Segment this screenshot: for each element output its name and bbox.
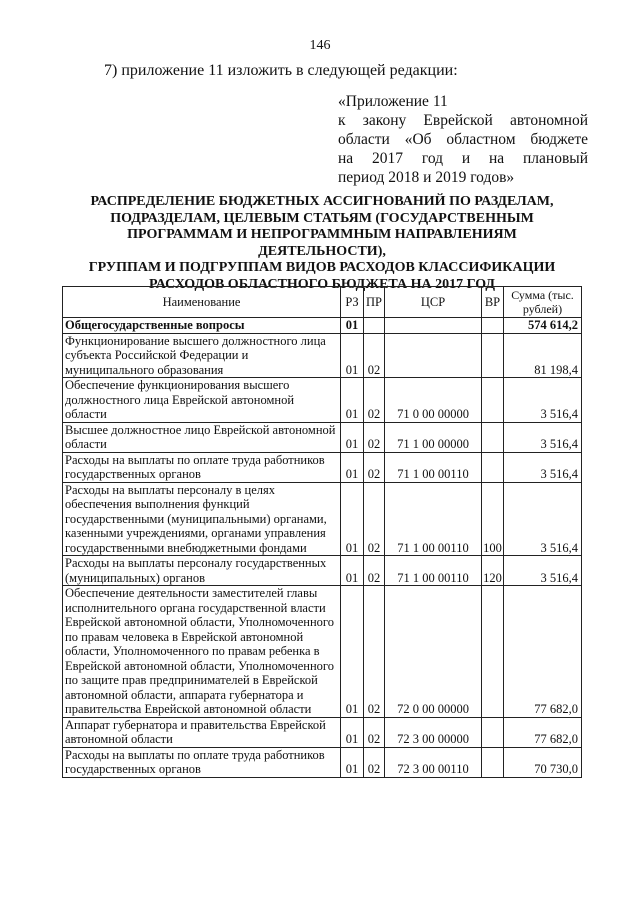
- cell-csr: 72 3 00 00000: [385, 717, 482, 747]
- header-sum: Сумма (тыс. рублей): [504, 287, 582, 318]
- table-row: [63, 747, 582, 777]
- title-line: ПОДРАЗДЕЛАМ, ЦЕЛЕВЫМ СТАТЬЯМ (ГОСУДАРСТВЕННЫМ: [110, 210, 534, 226]
- cell-rz: 01: [341, 378, 364, 423]
- cell-sum: 3 516,4: [504, 452, 582, 482]
- cell-name: Общегосударственные вопросы: [63, 318, 341, 334]
- table-row: [63, 333, 582, 378]
- header-vr: ВР: [482, 287, 504, 318]
- title-line: РАСХОДОВ ОБЛАСТНОГО БЮДЖЕТА НА 2017 ГОД: [148, 276, 496, 292]
- cell-vr: [482, 586, 504, 718]
- title-line: РАСПРЕДЕЛЕНИЕ БЮДЖЕТНЫХ АССИГНОВАНИЙ ПО РАЗДЕЛАМ,: [90, 194, 554, 209]
- cell-csr: 71 1 00 00110: [385, 482, 482, 556]
- cell-csr: 72 0 00 00000: [385, 586, 482, 718]
- table-row: [63, 482, 582, 556]
- cell-name: Расходы на выплаты по оплате труда работников государственных органов: [63, 452, 341, 482]
- appendix-note-line: период 2018 и 2019 годов»: [338, 169, 515, 186]
- header-pr: ПР: [364, 287, 385, 318]
- cell-rz: 01: [341, 586, 364, 718]
- cell-name: Расходы на выплаты персоналу в целях обеспечения выполнения функций государственными (муниципальными) органами, казенными учреждениями, органами управления государственными внебюджетными фондами: [63, 482, 341, 556]
- cell-sum: 3 516,4: [504, 556, 582, 586]
- cell-vr: [482, 717, 504, 747]
- cell-pr: 02: [364, 378, 385, 423]
- cell-vr: [482, 747, 504, 777]
- cell-sum: 3 516,4: [504, 378, 582, 423]
- cell-pr: 02: [364, 556, 385, 586]
- cell-name: Расходы на выплаты персоналу государственных (муниципальных) органов: [63, 556, 341, 586]
- page-number: 146: [309, 38, 331, 53]
- appendix-note: [338, 92, 588, 187]
- table-row: [63, 422, 582, 452]
- appendix-note-line: на 2017 год и на плановый: [338, 150, 588, 167]
- cell-vr: [482, 333, 504, 378]
- cell-vr: 100: [482, 482, 504, 556]
- budget-allocation-table: [62, 286, 582, 778]
- table-header-row: [63, 287, 582, 318]
- cell-name: Расходы на выплаты по оплате труда работников государственных органов: [63, 747, 341, 777]
- cell-name: Обеспечение деятельности заместителей главы исполнительного органа государственной власти Еврейской автономной области, Уполномоченного по правам человека в Еврейской автономной области, Уполномоченного по правам ребенка в Еврейской автономной области, Уполномоченного по защите прав предпринимателей в Еврейской автономной области, аппарата губернатора и правительства Еврейской автономной области: [63, 586, 341, 718]
- cell-rz: 01: [341, 747, 364, 777]
- table-row: [63, 556, 582, 586]
- cell-csr: 71 1 00 00110: [385, 556, 482, 586]
- cell-vr: [482, 422, 504, 452]
- cell-pr: [364, 318, 385, 334]
- title-line: ГРУППАМ И ПОДГРУППАМ ВИДОВ РАСХОДОВ КЛАССИФИКАЦИИ: [88, 260, 556, 275]
- cell-vr: [482, 318, 504, 334]
- cell-rz: 01: [341, 717, 364, 747]
- cell-pr: 02: [364, 333, 385, 378]
- cell-sum: 81 198,4: [504, 333, 582, 378]
- cell-name: Обеспечение функционирования высшего должностного лица Еврейской автономной области: [63, 378, 341, 423]
- cell-csr: [385, 318, 482, 334]
- appendix-note-line: области «Об областном бюджете: [338, 131, 588, 148]
- title-line: ПРОГРАММАМ И НЕПРОГРАММНЫМ НАПРАВЛЕНИЯМ ДЕЯТЕЛЬНОСТИ),: [127, 227, 517, 259]
- cell-rz: 01: [341, 482, 364, 556]
- table-row: [63, 378, 582, 423]
- header-rz: РЗ: [341, 287, 364, 318]
- cell-csr: [385, 333, 482, 378]
- cell-rz: 01: [341, 333, 364, 378]
- cell-name: Функционирование высшего должностного лица субъекта Российской Федерации и муниципального образования: [63, 333, 341, 378]
- cell-pr: 02: [364, 452, 385, 482]
- cell-csr: 71 0 00 00000: [385, 378, 482, 423]
- cell-vr: [482, 378, 504, 423]
- cell-rz: 01: [341, 422, 364, 452]
- cell-rz: 01: [341, 556, 364, 586]
- table-row: [63, 717, 582, 747]
- table-row: [63, 586, 582, 718]
- cell-sum: 70 730,0: [504, 747, 582, 777]
- cell-pr: 02: [364, 747, 385, 777]
- cell-name: Высшее должностное лицо Еврейской автономной области: [63, 422, 341, 452]
- table-row: [63, 318, 582, 334]
- cell-pr: 02: [364, 422, 385, 452]
- header-csr: ЦСР: [385, 287, 482, 318]
- cell-csr: 71 1 00 00000: [385, 422, 482, 452]
- appendix-note-line: к закону Еврейской автономной: [338, 112, 588, 129]
- cell-vr: 120: [482, 556, 504, 586]
- cell-name: Аппарат губернатора и правительства Еврейской автономной области: [63, 717, 341, 747]
- cell-rz: 01: [341, 452, 364, 482]
- cell-sum: 3 516,4: [504, 422, 582, 452]
- cell-sum: 77 682,0: [504, 717, 582, 747]
- table-row: [63, 452, 582, 482]
- cell-sum: 574 614,2: [504, 318, 582, 334]
- document-title: [62, 194, 582, 293]
- amendment-instruction: 7) приложение 11 изложить в следующей редакции:: [104, 62, 458, 79]
- cell-pr: 02: [364, 482, 385, 556]
- cell-pr: 02: [364, 717, 385, 747]
- cell-csr: 72 3 00 00110: [385, 747, 482, 777]
- cell-vr: [482, 452, 504, 482]
- cell-sum: 3 516,4: [504, 482, 582, 556]
- header-name: Наименование: [63, 287, 341, 318]
- cell-pr: 02: [364, 586, 385, 718]
- cell-sum: 77 682,0: [504, 586, 582, 718]
- appendix-note-line: «Приложение 11: [338, 93, 448, 110]
- cell-csr: 71 1 00 00110: [385, 452, 482, 482]
- cell-rz: 01: [341, 318, 364, 334]
